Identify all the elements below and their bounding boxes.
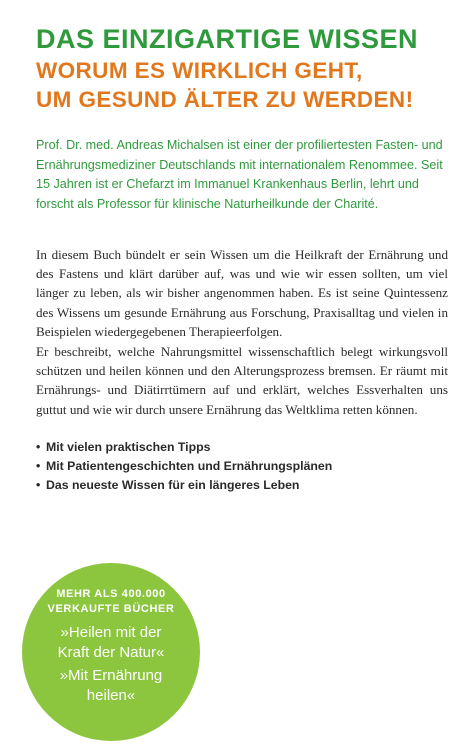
headline [36,22,456,114]
author-intro: Prof. Dr. med. Andreas Michalsen ist einer der profiliertesten Fasten- und Ernährungsmediziner Deutschlands mit internationalem Renommee. Seit 15 Jahren ist er Chefarzt im Immanuel Krankenhaus Berlin, lehrt und forscht als Professor für klinische Naturheilkunde der Charité. [36,138,443,211]
headline-line-1: DAS EINZIGARTIGE WISSEN [36,24,419,54]
badge-quote-2 [22,666,200,705]
bullet-item: • Mit vielen praktischen Tipps [36,438,448,457]
body-paragraph-1: In diesem Buch bündelt er sein Wissen um die Heilkraft der Ernährung und des Fastens und klärt darüber auf, was und wie wir essen sollten, um viel länger zu leben, als wir bisher angenommen haben. Es ist seine Quintessenz des Wissens um gesunde Ernährung aus Forschung, Praxisalltag und vielen in Beispielen wiedergegebenen Therapieerfolgen. [36,247,448,339]
headline-line-3: UM GESUND ÄLTER ZU WERDEN! [36,87,414,112]
bullet-list [36,438,448,496]
body-paragraph-2: Er beschreibt, welche Nahrungsmittel wissenschaftlich belegt wirkungsvoll schützen und heilen können und den Alterungsprozess bremsen. Er räumt mit Ernährungs- und Diätirrtümern auf und erklärt, welches Essverhalten uns guttut und wie wir durch unsere Ernährung das Weltklima retten können. [36,344,448,417]
badge-quote-1-line-a: »Heilen mit der [60,624,162,641]
badge-quote-2-line-b: heilen« [86,686,136,704]
badge-quote-1-line-b: Kraft der Natur« [57,643,165,661]
badge-quote-2-line-a: »Mit Ernährung [59,667,163,684]
bullet-item: • Mit Patientengeschichten und Ernährungsplänen [36,457,448,476]
headline-line-2: WORUM ES WIRKLICH GEHT, [36,58,363,83]
sales-badge [22,563,200,741]
bullet-item: • Das neueste Wissen für ein längeres Leben [36,476,448,495]
badge-sales-line-1: MEHR ALS 400.000 [56,588,166,600]
badge-sales-line-2: VERKAUFTE BÜCHER [47,603,175,615]
badge-quote-1 [22,623,200,662]
